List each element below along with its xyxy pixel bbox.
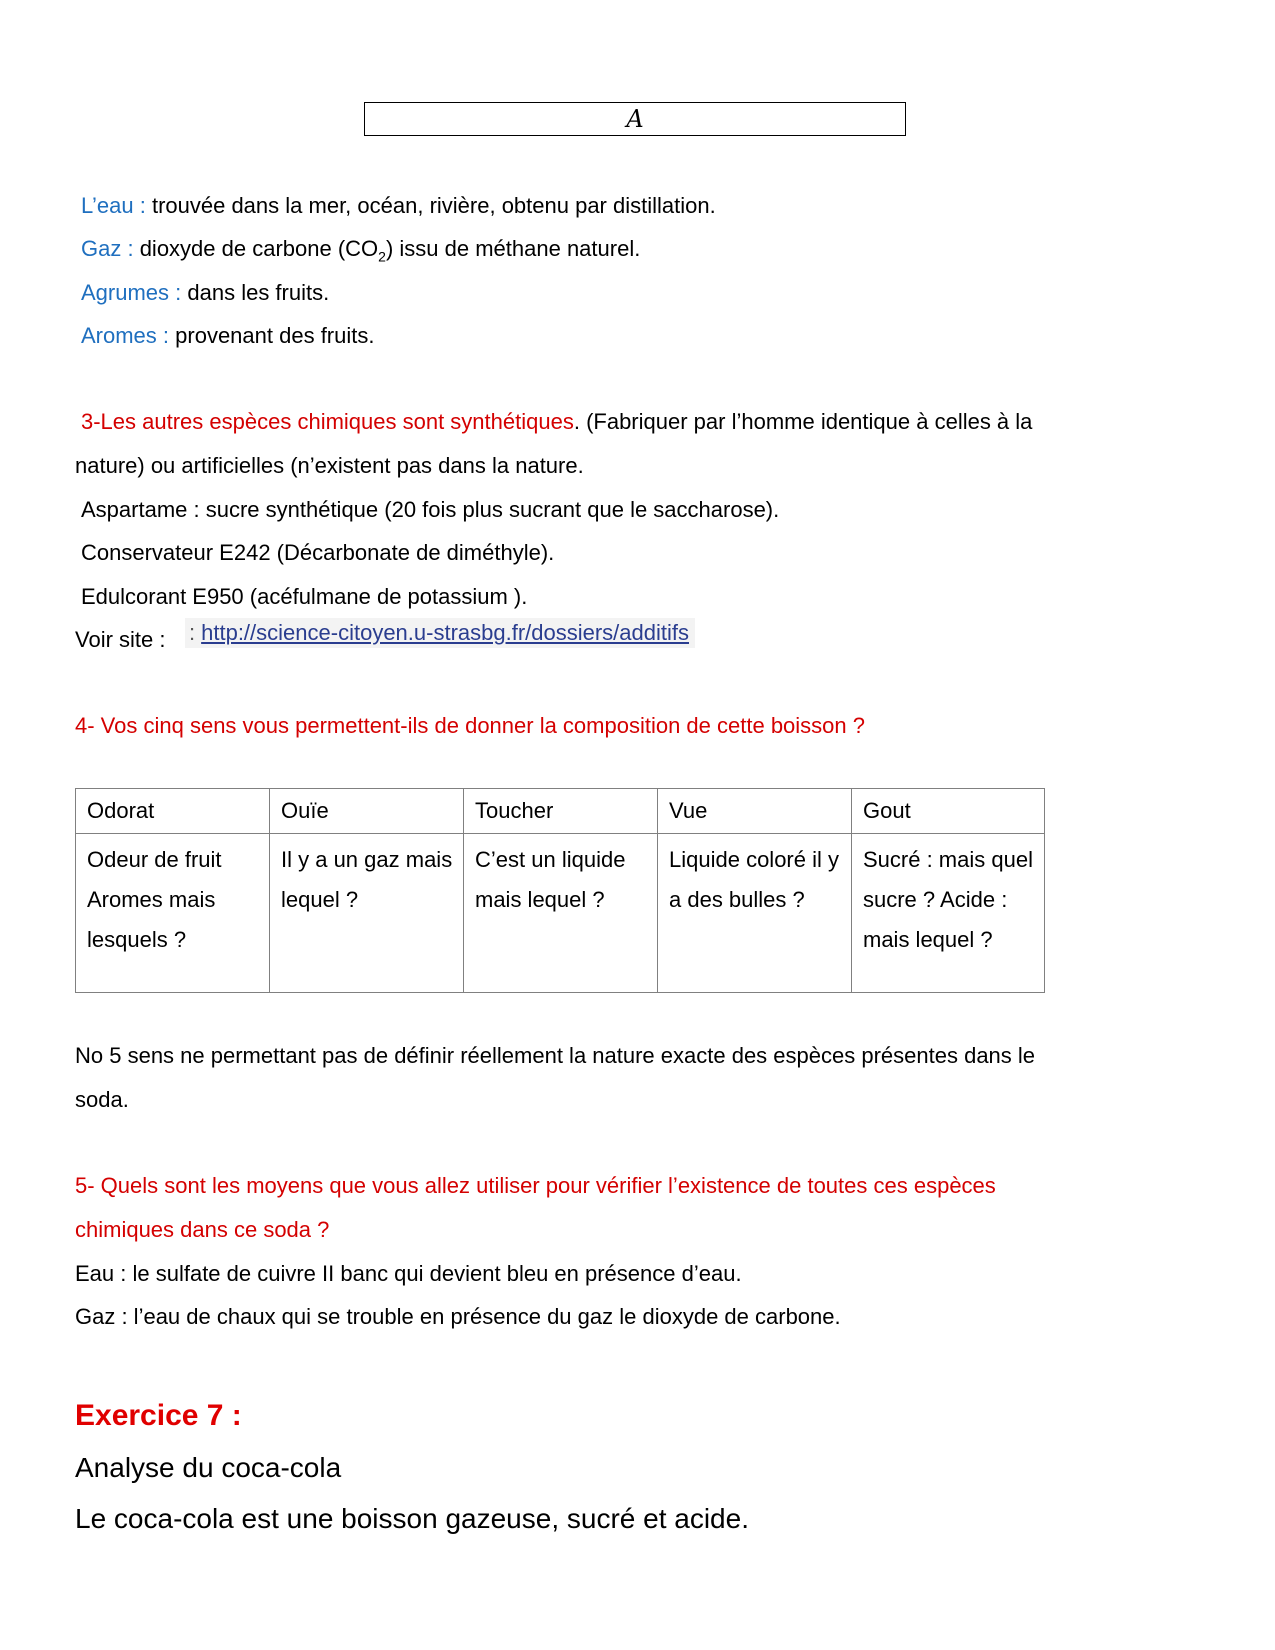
section4-conclusion-line1: No 5 sens ne permettant pas de définir réellement la nature exacte des espèces présentes dans le <box>75 1043 1036 1068</box>
table-cell: Odeur de fruit Aromes mais lesquels ? <box>76 834 270 993</box>
site-link[interactable]: http://science-citoyen.u-strasbg.fr/dossiers/additifs <box>201 620 690 645</box>
table-header: Gout <box>852 789 1045 834</box>
section3-heading-rest: . (Fabriquer par l’homme identique à celles à la <box>573 409 1033 434</box>
origin-citrus <box>81 280 329 306</box>
origin-aromas <box>81 323 374 349</box>
table-header: Vue <box>658 789 852 834</box>
origin-text: dans les fruits. <box>181 280 330 305</box>
site-link-box <box>185 618 695 648</box>
origin-label: Agrumes : <box>81 280 182 305</box>
origin-label: L’eau : <box>81 193 146 218</box>
synthetic-item: Edulcorant E950 (acéfulmane de potassium ). <box>81 584 528 609</box>
table-header-row <box>76 789 1045 834</box>
table-cell: Il y a un gaz mais lequel ? <box>270 834 464 993</box>
exercise7-title: Exercice 7 : <box>75 1399 242 1432</box>
table-header: Toucher <box>464 789 658 834</box>
link-colon: : <box>189 620 196 645</box>
table-header: Ouïe <box>270 789 464 834</box>
section5-answer: Gaz : l’eau de chaux qui se trouble en présence du gaz le dioxyde de carbone. <box>75 1304 841 1329</box>
subscript: 2 <box>378 248 386 265</box>
origin-text: dioxyde de carbone (CO <box>133 236 379 261</box>
section4-question: 4- Vos cinq sens vous permettent-ils de donner la composition de cette boisson ? <box>75 713 866 738</box>
formula-box <box>364 102 906 136</box>
senses-table <box>75 788 1045 993</box>
table-cell: Sucré : mais quel sucre ? Acide : mais lequel ? <box>852 834 1045 993</box>
synthetic-item: Aspartame : sucre synthétique (20 fois plus sucrant que le saccharose). <box>81 497 780 522</box>
synthetic-item: Conservateur E242 (Décarbonate de diméthyle). <box>81 540 555 565</box>
section5-question-line2: chimiques dans ce soda ? <box>75 1217 330 1242</box>
origin-label: Aromes : <box>81 323 170 348</box>
table-cell: C’est un liquide mais lequel ? <box>464 834 658 993</box>
section4-conclusion-line2: soda. <box>75 1087 129 1112</box>
section3-heading <box>81 409 1032 435</box>
origin-water <box>81 193 716 219</box>
origin-text-after: ) issu de méthane naturel. <box>385 236 641 261</box>
origin-label: Gaz : <box>81 236 134 261</box>
table-row <box>76 834 1045 993</box>
table-cell: Liquide coloré il y a des bulles ? <box>658 834 852 993</box>
origin-text: provenant des fruits. <box>169 323 375 348</box>
exercise7-line2: Le coca-cola est une boisson gazeuse, sucré et acide. <box>75 1503 749 1534</box>
formula-label: A <box>626 105 644 133</box>
section5-answer: Eau : le sulfate de cuivre II banc qui devient bleu en présence d’eau. <box>75 1261 742 1286</box>
section5-question-line1: 5- Quels sont les moyens que vous allez utiliser pour vérifier l’existence de toutes ces espèces <box>75 1173 996 1198</box>
section3-line2: nature) ou artificielles (n’existent pas dans la nature. <box>75 453 584 478</box>
section3-heading-red: 3-Les autres espèces chimiques sont synthétiques <box>81 409 574 434</box>
origin-text: trouvée dans la mer, océan, rivière, obtenu par distillation. <box>145 193 716 218</box>
exercise7-line1: Analyse du coca-cola <box>75 1452 342 1483</box>
voir-site-label: Voir site : <box>75 627 166 652</box>
table-header: Odorat <box>76 789 270 834</box>
origin-gas <box>81 236 640 269</box>
